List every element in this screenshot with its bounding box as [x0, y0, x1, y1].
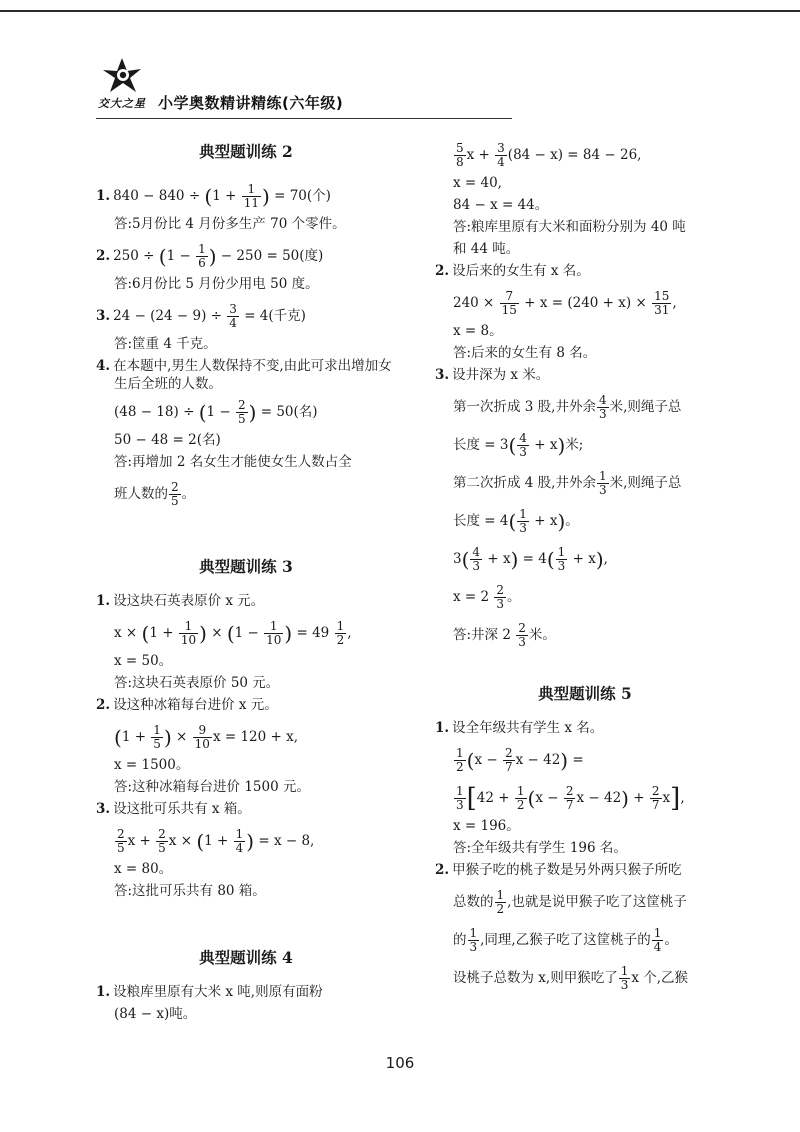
- problem-text: 。: [664, 931, 678, 948]
- paren: ): [510, 547, 519, 572]
- math-text: x +: [466, 147, 495, 163]
- problem-text: 米,则绳子总: [609, 399, 682, 415]
- left-column: [96, 142, 396, 1027]
- fraction: $\frac{9}{10}$: [194, 723, 210, 752]
- fraction: $\frac{2}{5}$: [171, 480, 179, 509]
- fraction: $\frac{1}{4}$: [653, 925, 662, 954]
- math-text: = 4: [518, 551, 547, 567]
- math-text: 。: [565, 513, 579, 529]
- math-line: [96, 393, 396, 431]
- problem-line: [96, 696, 396, 718]
- problem-text: 设这种冰箱每台进价 x 元。: [113, 697, 278, 714]
- math-text: x ×: [168, 833, 197, 850]
- fraction: $\frac{3}{4}$: [229, 301, 237, 330]
- math-line: x = 50。: [114, 653, 173, 670]
- math-line: [435, 741, 735, 779]
- paren: ): [557, 509, 566, 534]
- problem-line: [435, 883, 735, 921]
- math-text: = 4(千克): [239, 307, 306, 324]
- problem-line: [96, 983, 396, 1005]
- problem-line: [96, 592, 396, 614]
- paren: ): [248, 400, 257, 425]
- fraction: $\frac{3}{4}$: [497, 140, 505, 169]
- paren: ): [595, 547, 604, 572]
- math-text: ,: [347, 625, 352, 642]
- page-number: 106: [385, 1054, 415, 1072]
- problem-line: [435, 262, 735, 284]
- math-text: = 70(个): [269, 187, 331, 204]
- problem-line: [435, 921, 735, 959]
- math-line: [435, 540, 735, 578]
- paren: (: [196, 829, 205, 854]
- problem-number: 1.: [435, 719, 450, 736]
- math-line: x = 1500。: [114, 757, 190, 774]
- math-line: 50 − 48 = 2(名): [114, 432, 221, 449]
- math-text: (48 − 18) ÷: [114, 404, 199, 421]
- math-text: 42 +: [476, 789, 514, 806]
- problem-text: ,也就是说甲猴子吃了这筐桃子: [507, 893, 687, 910]
- answer-line: 答:再增加 2 名女生才能使女生人数占全: [114, 454, 352, 471]
- paren: (: [141, 621, 150, 646]
- math-text: 1 +: [121, 729, 151, 746]
- fraction: $\frac{4}{3}$: [519, 430, 527, 459]
- problem-text: x 个,乙猴: [631, 969, 689, 986]
- fraction: $\frac{1}{4}$: [235, 827, 244, 856]
- answer-line: 答:粮库里原有大米和面粉分别为 40 吨: [453, 219, 686, 235]
- paren: ): [246, 829, 255, 854]
- problem-text: 第一次折成 3 股,井外余: [453, 399, 596, 415]
- math-text: +: [628, 789, 649, 806]
- fraction: $\frac{1}{3}$: [557, 544, 566, 573]
- problem-text: 设这块石英表原价 x 元。: [113, 593, 265, 610]
- problem-number: 2.: [96, 247, 111, 264]
- paren: ): [284, 621, 293, 646]
- math-text: 米;: [565, 437, 584, 453]
- math-text: ,: [680, 789, 685, 806]
- problem-line: [96, 800, 396, 822]
- fraction: $\frac{1}{2}$: [456, 745, 464, 774]
- problem-line: (84 − x)吨。: [114, 1006, 197, 1023]
- math-line: [435, 502, 735, 540]
- math-text: 1 +: [149, 625, 178, 642]
- right-column: [435, 136, 735, 997]
- paren: ): [199, 621, 207, 646]
- section-title: 典型题训练 2: [199, 142, 293, 161]
- math-line: [96, 614, 396, 652]
- paren: (: [198, 400, 207, 425]
- math-text: x +: [127, 833, 156, 850]
- math-text: = 50(名): [256, 404, 318, 421]
- math-line: [435, 388, 735, 426]
- paren: ): [557, 433, 566, 458]
- math-line: x = 8。: [453, 323, 503, 339]
- answer-line: 答:这批可乐共有 80 箱。: [114, 883, 266, 900]
- header-rule: [96, 118, 512, 119]
- problem-number: 4.: [96, 357, 111, 374]
- answer-line: [96, 475, 396, 513]
- math-text: x: [662, 789, 671, 806]
- problem-text: 在本题中,男生人数保持不变,由此可求出增加女生后全班的人数。: [113, 357, 392, 393]
- fraction: $\frac{4}{3}$: [472, 544, 481, 573]
- paren: (: [461, 547, 470, 572]
- paren: (: [158, 244, 167, 269]
- problem-text: 设这批可乐共有 x 箱。: [113, 801, 251, 818]
- answer-line: 答:这种冰箱每台进价 1500 元。: [114, 779, 310, 796]
- math-text: x −: [535, 789, 563, 806]
- problem-line: [435, 366, 735, 388]
- math-text: + x: [529, 513, 558, 529]
- fraction: $\frac{2}{3}$: [496, 582, 505, 611]
- math-line: [435, 136, 735, 174]
- answer-line: 和 44 吨。: [453, 241, 520, 257]
- fraction: $\frac{1}{2}$: [516, 783, 525, 812]
- math-text: 1 −: [234, 625, 264, 642]
- fraction: $\frac{2}{7}$: [565, 783, 574, 812]
- problem-line: [435, 861, 735, 883]
- math-line: [435, 779, 735, 817]
- problem-number: 3.: [96, 801, 111, 818]
- section-title: 典型题训练 3: [199, 557, 293, 577]
- problem-text: 设井深为 x 米。: [452, 367, 550, 383]
- problem-text: 米,则绳子总: [609, 475, 682, 491]
- fraction: $\frac{1}{3}$: [598, 468, 607, 497]
- answer-line: 答:这块石英表原价 50 元。: [114, 675, 280, 692]
- problem-line: [96, 357, 396, 393]
- fraction: $\frac{2}{3}$: [518, 620, 526, 649]
- fraction: $\frac{1}{2}$: [336, 619, 345, 648]
- fraction: $\frac{1}{10}$: [180, 619, 197, 648]
- math-text: x − 42: [576, 789, 622, 806]
- answer-line: [435, 616, 735, 654]
- problem-number: 1.: [96, 187, 111, 204]
- fraction: $\frac{4}{3}$: [598, 392, 607, 421]
- math-text: 24 − (24 − 9) ÷: [113, 307, 227, 324]
- math-text: ,: [672, 295, 677, 311]
- fraction: $\frac{7}{15}$: [501, 288, 517, 317]
- bracket: [: [466, 783, 477, 814]
- math-line: [435, 426, 735, 464]
- paren: (: [466, 748, 475, 773]
- problem-text: 设桃子总数为 x,则甲猴吃了: [453, 969, 618, 986]
- fraction: $\frac{1}{2}$: [496, 887, 505, 916]
- problem-number: 3.: [435, 367, 450, 383]
- answer-line: 答:筐重 4 千克。: [114, 335, 217, 352]
- math-text: + x: [529, 437, 558, 453]
- problem-text: 总数的: [453, 893, 494, 910]
- page-header: [96, 56, 516, 120]
- math-line: [96, 718, 396, 756]
- paren: (: [226, 621, 235, 646]
- problem-line: [435, 719, 735, 741]
- problem-number: 2.: [435, 263, 450, 279]
- fraction: $\frac{5}{8}$: [456, 140, 464, 169]
- book-title: 小学奥数精讲精练(六年级): [158, 94, 344, 112]
- math-text: 240 ×: [453, 295, 499, 311]
- math-line: x = 196。: [453, 817, 520, 834]
- math-line: x = 40,: [453, 175, 502, 191]
- problem-line: [96, 237, 396, 275]
- fraction: $\frac{1}{5}$: [153, 723, 161, 752]
- math-text: 。: [507, 589, 521, 605]
- math-text: + x: [568, 551, 596, 567]
- paren: (: [508, 509, 517, 534]
- fraction: $\frac{2}{5}$: [237, 398, 246, 427]
- problem-text: 第二次折成 4 股,井外余: [453, 475, 596, 491]
- paren: (: [546, 547, 555, 572]
- math-text: 1 −: [166, 247, 196, 264]
- math-line: [96, 822, 396, 860]
- problem-number: 2.: [435, 861, 450, 878]
- paren: ): [163, 725, 172, 750]
- fraction: $\frac{1}{6}$: [198, 241, 206, 270]
- math-line: 84 − x = 44。: [453, 197, 549, 213]
- math-text: 长度 = 4: [453, 513, 509, 529]
- fraction: $\frac{1}{3}$: [469, 925, 478, 954]
- paren: (: [204, 184, 213, 209]
- math-text: x = 120 + x,: [212, 729, 299, 746]
- paren: (: [527, 786, 536, 811]
- spacer: [96, 904, 396, 948]
- problem-number: 2.: [96, 697, 111, 714]
- math-text: ×: [206, 625, 227, 642]
- math-text: 1 +: [212, 187, 241, 204]
- math-text: + x = (240 + x) ×: [519, 295, 652, 311]
- problem-text: 的: [453, 931, 467, 948]
- top-rule: [0, 10, 800, 12]
- spacer: [435, 654, 735, 684]
- math-text: 250 ÷: [113, 247, 159, 264]
- paren: ): [208, 244, 217, 269]
- paren: ): [262, 184, 270, 209]
- problem-number: 1.: [96, 593, 111, 610]
- fraction: $\frac{2}{7}$: [504, 745, 513, 774]
- math-text: = x − 8,: [254, 833, 315, 850]
- fraction: $\frac{2}{7}$: [651, 783, 660, 812]
- problem-line: [96, 177, 396, 215]
- math-text: − 250 = 50(度): [216, 247, 324, 264]
- answer-line: 答:全年级共有学生 196 名。: [453, 839, 627, 856]
- answer-text: 。: [181, 486, 196, 503]
- math-text: 长度 = 3: [453, 437, 509, 453]
- fraction: $\frac{1}{3}$: [519, 506, 527, 535]
- answer-text: 答:井深 2: [453, 627, 516, 643]
- math-line: [435, 464, 735, 502]
- problem-number: 1.: [96, 984, 111, 1001]
- problem-line: [435, 959, 735, 997]
- fraction: $\frac{1}{3}$: [456, 783, 464, 812]
- paren: ): [621, 786, 629, 811]
- math-text: (84 − x) = 84 − 26,: [507, 147, 642, 163]
- paren: (: [508, 433, 517, 458]
- fraction: $\frac{1}{11}$: [243, 181, 259, 210]
- fraction: $\frac{15}{31}$: [654, 288, 670, 317]
- paren: ): [560, 748, 569, 773]
- problem-text: 设全年级共有学生 x 名。: [452, 719, 604, 736]
- math-text: = 49: [292, 625, 334, 642]
- math-line: x = 80。: [114, 861, 173, 878]
- math-text: x − 42: [515, 751, 561, 768]
- bracket: ]: [670, 783, 681, 814]
- fraction: $\frac{2}{5}$: [117, 827, 125, 856]
- problem-text: ,同理,乙猴子吃了这筐桃子的: [480, 931, 651, 948]
- math-text: x = 2: [453, 589, 494, 605]
- math-line: [435, 578, 735, 616]
- answer-text: 米。: [528, 627, 556, 643]
- problem-text: 设粮库里原有大米 x 吨,则原有面粉: [113, 984, 323, 1001]
- math-text: x −: [474, 751, 502, 768]
- section-title: 典型题训练 4: [199, 948, 293, 968]
- problem-line: [96, 297, 396, 335]
- spacer: [96, 513, 396, 557]
- math-text: 1 +: [204, 833, 233, 850]
- answer-text: 班人数的: [114, 486, 168, 503]
- logo-text: 交大之星: [98, 97, 146, 110]
- math-text: 3: [453, 551, 462, 567]
- math-text: 1 −: [206, 404, 235, 421]
- fraction: $\frac{1}{10}$: [266, 619, 282, 648]
- answer-line: 答:后来的女生有 8 名。: [453, 345, 597, 361]
- math-line: [435, 284, 735, 322]
- fraction: $\frac{1}{3}$: [620, 963, 629, 992]
- problem-number: 3.: [96, 307, 111, 324]
- math-text: 840 − 840 ÷: [113, 187, 205, 204]
- math-text: x ×: [114, 625, 142, 642]
- paren: (: [114, 725, 122, 750]
- answer-line: 答:6月份比 5 月份少用电 50 度。: [114, 275, 319, 292]
- math-text: + x: [483, 551, 511, 567]
- answer-line: 答:5月份比 4 月份多生产 70 个零件。: [114, 215, 346, 232]
- problem-text: 设后来的女生有 x 名。: [452, 263, 590, 279]
- fraction: $\frac{2}{5}$: [158, 827, 166, 856]
- math-text: ,: [603, 551, 608, 567]
- section-title: 典型题训练 5: [538, 684, 632, 703]
- problem-text: 甲猴子吃的桃子数是另外两只猴子所吃: [452, 861, 682, 878]
- math-text: ×: [171, 729, 192, 746]
- math-text: =: [568, 751, 584, 768]
